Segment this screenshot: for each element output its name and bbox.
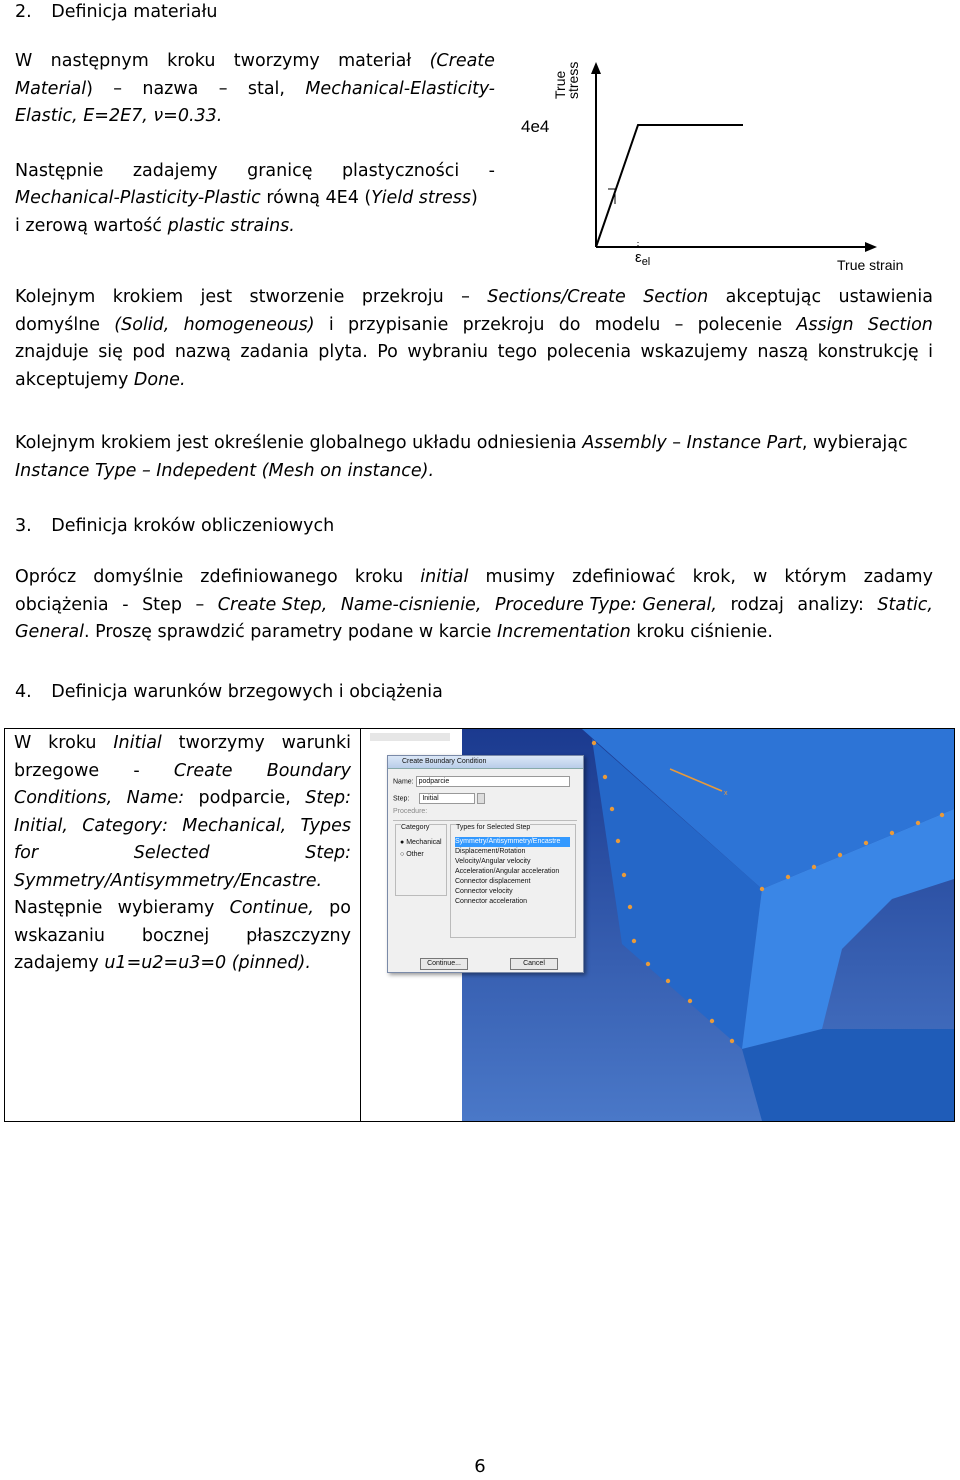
- type-list-item[interactable]: Connector displacement: [455, 878, 531, 885]
- radio-mechanical[interactable]: ● Mechanical: [400, 839, 442, 846]
- section-4-heading: [15, 680, 443, 704]
- word: modelu: [594, 314, 661, 335]
- word: krokiem: [112, 287, 184, 307]
- text-line: [14, 730, 351, 758]
- word: Kolejnym: [15, 287, 96, 307]
- selection-marker: [632, 939, 636, 943]
- text-line: akceptujemy Done.: [15, 369, 186, 390]
- name-input[interactable]: podparcie: [416, 776, 570, 787]
- word: domyślnie: [93, 567, 184, 587]
- continue-button[interactable]: Continue...: [420, 958, 468, 970]
- selection-marker: [864, 841, 868, 845]
- boundary-condition-text: [14, 730, 351, 978]
- word: analizy:: [797, 594, 864, 615]
- y-tick-label: 4e4: [521, 117, 550, 136]
- abaqus-screenshot: [362, 729, 954, 1121]
- word: nazwą: [174, 342, 231, 362]
- selection-marker: [666, 979, 670, 983]
- word: jest: [200, 287, 233, 307]
- type-list-item[interactable]: Displacement/Rotation: [455, 848, 526, 855]
- types-label: Types for Selected Step: [456, 824, 531, 831]
- word: przypisanie: [347, 314, 449, 335]
- selection-marker: [646, 962, 650, 966]
- word: znajduje: [15, 342, 89, 362]
- selection-marker: [616, 839, 620, 843]
- word: zdefiniować: [572, 567, 676, 587]
- model-lower-face: [742, 1029, 954, 1121]
- selection-marker: [760, 887, 764, 891]
- word: brzegowe: [14, 760, 100, 781]
- word: Name-cisnienie,: [340, 594, 482, 615]
- selection-marker: [940, 813, 944, 817]
- radio-other[interactable]: ○ Other: [400, 851, 424, 858]
- word: Oprócz: [15, 567, 77, 587]
- word: -: [133, 760, 140, 781]
- selection-marker: [812, 865, 816, 869]
- word: rodzaj: [730, 594, 784, 615]
- word: -: [122, 594, 129, 615]
- table-divider: [360, 728, 361, 1122]
- word: Static,: [877, 594, 933, 615]
- word: homogeneous): [183, 314, 315, 335]
- word: Continue,: [229, 898, 314, 918]
- series-line: [596, 125, 743, 247]
- word: Name:: [126, 788, 185, 808]
- section-3-heading: [15, 514, 334, 538]
- text-line: [14, 840, 351, 868]
- selection-marker: [916, 821, 920, 825]
- type-list-item[interactable]: Velocity/Angular velocity: [455, 858, 531, 865]
- chart-svg: [505, 52, 925, 277]
- word: przekroju: [361, 287, 444, 307]
- text-line: Elastic, E=2E7, ν=0.33.: [15, 106, 223, 126]
- word: Po: [377, 342, 398, 362]
- word: Boundary: [266, 760, 351, 781]
- chevron-down-icon[interactable]: [477, 793, 485, 804]
- word: for: [14, 843, 39, 863]
- word: obciążenia: [15, 594, 109, 615]
- selection-marker: [688, 999, 692, 1003]
- word: plyta.: [318, 342, 368, 362]
- step-select[interactable]: Initial: [419, 793, 475, 804]
- text-line: General. Proszę sprawdzić parametry podane w karcie Incrementation kroku ciśnienie.: [15, 622, 773, 642]
- section-number: 2.: [15, 2, 32, 22]
- word: zadamy: [863, 567, 933, 587]
- category-group: [395, 824, 447, 896]
- y-axis-arrowhead: [591, 62, 601, 74]
- word: zdefiniowanego: [200, 567, 338, 587]
- steps-paragraph: [15, 564, 933, 647]
- word: akceptując: [725, 287, 822, 307]
- word: wskazaniu: [14, 925, 105, 946]
- text-line: zadajemy u1=u2=u3=0 (pinned).: [14, 953, 311, 973]
- series-layer: [596, 125, 743, 247]
- section-number: 4.: [15, 682, 32, 702]
- text-line: i zerową wartość plastic strains.: [15, 215, 295, 236]
- type-list-item[interactable]: Connector velocity: [455, 888, 513, 895]
- text-line: [14, 758, 351, 786]
- create-bc-dialog: [387, 755, 584, 973]
- word: warunki: [281, 733, 351, 753]
- word: initial: [420, 567, 469, 587]
- word: W: [14, 733, 32, 753]
- selection-marker: [710, 1019, 714, 1023]
- word: Create: [173, 760, 233, 781]
- word: Step: [142, 594, 182, 615]
- word: się: [98, 342, 123, 362]
- word: polecenia: [546, 342, 632, 362]
- text-line: [14, 923, 351, 951]
- word: wybieramy: [117, 898, 215, 918]
- text-line: Następnie zadajemy granicę plastyczności -: [15, 160, 495, 181]
- text-line: [14, 895, 351, 923]
- word: kroku: [48, 733, 97, 753]
- word: w: [753, 567, 768, 587]
- dialog-title: Create Boundary Condition: [402, 758, 487, 765]
- word: i: [928, 342, 933, 362]
- section-2-heading: [15, 0, 218, 24]
- word: musimy: [485, 567, 555, 587]
- word: zadania: [240, 342, 309, 362]
- page-number: 6: [474, 1456, 486, 1477]
- word: płaszczyzny: [246, 925, 351, 946]
- text-line: [15, 564, 933, 592]
- y-axis-label-line-2: stress: [565, 61, 581, 99]
- word: Mechanical,: [182, 815, 287, 836]
- selection-marker: [592, 741, 596, 745]
- word: Procedure Type: General,: [494, 594, 717, 615]
- selection-marker: [730, 1039, 734, 1043]
- section-number: 3.: [15, 516, 32, 536]
- word: do: [558, 314, 581, 335]
- word: domyślne: [15, 314, 101, 335]
- text-line: [14, 813, 351, 841]
- word: krok,: [692, 567, 736, 587]
- word: i: [328, 314, 334, 335]
- word: bocznej: [141, 925, 210, 946]
- word: (Solid,: [114, 314, 170, 335]
- word: Conditions,: [14, 788, 113, 808]
- y-axis-label-line-1: True: [552, 70, 568, 99]
- word: Selected: [133, 843, 210, 863]
- type-list-item[interactable]: Symmetry/Antisymmetry/Encastre: [455, 837, 570, 847]
- selection-marker: [838, 853, 842, 857]
- word: naszą: [757, 342, 809, 362]
- word: tego: [497, 342, 538, 362]
- word: po: [329, 898, 351, 918]
- category-label: Category: [401, 824, 430, 831]
- word: konstrukcję: [817, 342, 919, 362]
- step-label: Step:: [393, 795, 410, 803]
- name-row: [393, 776, 570, 787]
- sections-paragraph: [15, 284, 933, 394]
- step-row: [393, 793, 485, 804]
- x-tick-label: $\varepsilon_{el}$: [635, 249, 651, 268]
- word: polecenie: [697, 314, 783, 335]
- type-list-item[interactable]: Connector acceleration: [455, 898, 527, 905]
- word: Types: [300, 815, 351, 836]
- text-line: Instance Type – Indepedent (Mesh on instance).: [15, 460, 435, 481]
- word: –: [674, 314, 684, 335]
- text-line: Material) – nazwa – stal, Mechanical-Elasticity-: [15, 78, 495, 99]
- word: Initial: [113, 733, 162, 753]
- word: Section: [643, 287, 709, 307]
- selection-marker: [628, 905, 632, 909]
- y-axis-label: True stress: [505, 52, 510, 53]
- word: tworzymy: [178, 733, 265, 753]
- word: Create Step,: [217, 594, 328, 615]
- cancel-button[interactable]: Cancel: [510, 958, 558, 970]
- word: stworzenie: [249, 287, 345, 307]
- dialog-titlebar: [388, 756, 583, 769]
- word: –: [461, 287, 470, 307]
- section-title: Definicja kroków obliczeniowych: [51, 516, 335, 536]
- selection-marker: [786, 875, 790, 879]
- text-line: [14, 785, 351, 813]
- selection-marker: [622, 873, 626, 877]
- word: pod: [132, 342, 166, 362]
- x-axis-label: True strain: [837, 257, 904, 273]
- selection-marker: [610, 807, 614, 811]
- word: Section: [867, 314, 933, 335]
- text-line: Symmetry/Antisymmetry/Encastre.: [14, 870, 323, 891]
- selection-marker: [603, 775, 607, 779]
- selection-marker: [890, 831, 894, 835]
- types-group: [450, 824, 576, 938]
- assembly-paragraph: [15, 430, 933, 485]
- word: którym: [784, 567, 847, 587]
- stress-strain-chart: [505, 52, 925, 277]
- word: kroku: [354, 567, 404, 587]
- word: Initial,: [14, 815, 68, 836]
- word: ustawienia: [838, 287, 933, 307]
- svg-text:x: x: [724, 790, 728, 797]
- text-line: [15, 284, 933, 312]
- type-list-item[interactable]: Acceleration/Angular acceleration: [455, 868, 560, 875]
- word: wybraniu: [407, 342, 489, 362]
- text-line: Kolejnym krokiem jest określenie globalnego układu odniesienia Assembly – Instance Part, wybierając: [15, 433, 908, 453]
- text-line: W następnym kroku tworzymy materiał (Create: [15, 51, 495, 71]
- word: –: [195, 594, 205, 615]
- x-axis-arrowhead: [865, 242, 877, 252]
- procedure-label: Procedure:: [393, 808, 428, 815]
- types-list: [455, 837, 570, 907]
- word: podparcie,: [198, 788, 291, 808]
- section-title: Definicja materiału: [51, 2, 218, 22]
- text-line: Mechanical-Plasticity-Plastic równą 4E4 (Yield stress): [15, 188, 478, 208]
- word: Assign: [796, 314, 854, 335]
- material-paragraph: [15, 48, 495, 240]
- text-line: [15, 592, 933, 620]
- word: Następnie: [14, 898, 103, 918]
- word: Step:: [305, 788, 351, 808]
- name-label: Name:: [393, 778, 414, 786]
- word: Category:: [82, 815, 169, 836]
- word: wskazujemy: [640, 342, 748, 362]
- text-line: [15, 312, 933, 340]
- word: przekroju: [462, 314, 545, 335]
- toolbar-strip: [370, 733, 450, 741]
- word: Sections/Create: [487, 287, 626, 307]
- word: Step:: [305, 843, 351, 863]
- text-line: [15, 339, 933, 367]
- section-title: Definicja warunków brzegowych i obciążenia: [51, 682, 443, 702]
